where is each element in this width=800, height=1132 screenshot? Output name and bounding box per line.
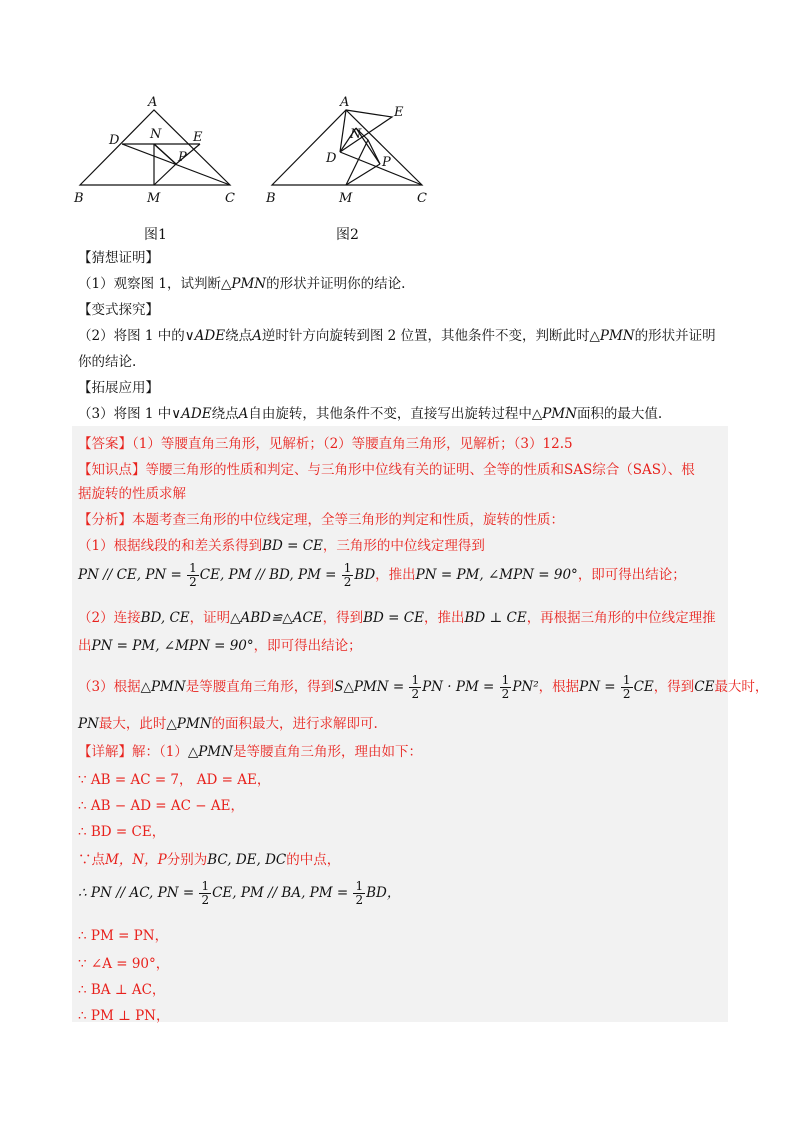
- a3-ce2: CE: [694, 679, 715, 695]
- question-2-line2: 你的结论.: [78, 354, 137, 370]
- q2-part-d: 的形状并证明: [634, 328, 716, 344]
- q3-triangle-2: △PMN: [531, 406, 577, 422]
- fig1-label-b: B: [74, 191, 84, 206]
- q3-point-a: A: [238, 406, 249, 422]
- fig1-label-p: P: [178, 150, 187, 165]
- extend-header: 【拓展应用】: [78, 380, 159, 396]
- knowledge-line-1: 【知识点】等腰三角形的性质和判定、与三角形中位线有关的证明、全等的性质和SAS综合（SAS）、根: [78, 462, 695, 478]
- analysis-2: [78, 606, 728, 626]
- question-1: [78, 272, 738, 296]
- analysis-3-line2: [78, 712, 728, 732]
- fraction-half: [409, 674, 421, 701]
- guess-header: 【猜想证明】: [78, 250, 159, 266]
- s5-end: BD，: [366, 885, 401, 901]
- s4-points: M，N，P: [105, 852, 167, 868]
- fig2-label-d: D: [326, 151, 337, 166]
- analysis-1: [78, 534, 728, 554]
- a3-area: S△PMN =: [334, 679, 409, 695]
- a3-part-c: ，根据: [538, 679, 580, 695]
- detail-tri: △PMN: [187, 744, 233, 760]
- a3-mid: PN · PM =: [422, 679, 499, 695]
- question-3: [78, 402, 738, 426]
- frac-den: 2: [343, 575, 352, 589]
- analysis-line: 【分析】本题考查三角形的中位线定理，全等三角形的判定和性质，旋转的性质：: [78, 512, 564, 528]
- a2-line2-pre: 出: [78, 638, 92, 654]
- a3-part-a: （3）根据: [78, 679, 141, 695]
- s4-part-c: 的中点，: [286, 852, 341, 868]
- step-1: ∵ AB = AC = 7， AD = AE，: [78, 772, 271, 788]
- a2-part-d: ，推出: [423, 610, 465, 626]
- a1-infer: ，推出: [375, 567, 416, 583]
- frac-num: 1: [189, 561, 197, 575]
- a1-eq2: PN = PM, ∠MPN = 90°: [415, 567, 578, 583]
- q3-part-b: 绕点: [211, 406, 239, 422]
- frac-num: 1: [411, 673, 420, 687]
- fraction-half: [353, 880, 365, 907]
- fraction-half: [342, 562, 354, 589]
- frac-num: 1: [501, 673, 510, 687]
- step-9: ∴ PM ⊥ PN，: [78, 1008, 170, 1024]
- detail-header: [78, 740, 728, 760]
- fraction-half: [500, 674, 512, 701]
- step-5: [78, 880, 728, 907]
- q2-part-b: 绕点: [225, 328, 253, 344]
- frac-num: 1: [355, 879, 364, 893]
- a2-part-a: （2）连接: [78, 610, 141, 626]
- frac-den: 2: [189, 575, 197, 589]
- fig1-label-e: E: [193, 130, 203, 145]
- step-2: ∴ AB − AD = AC − AE，: [78, 798, 244, 814]
- a3-tri: △PMN: [140, 679, 186, 695]
- a2-perp: BD ⊥ CE: [464, 610, 527, 626]
- step-7: ∵ ∠A = 90°，: [78, 956, 170, 972]
- s5-mid: CE, PM // BA, PM =: [212, 885, 353, 901]
- frac-den: 2: [622, 687, 631, 701]
- fig1-label-c: C: [225, 191, 235, 206]
- fig2-label-b: B: [266, 191, 276, 206]
- q1-tail: 的形状并证明你的结论.: [266, 276, 406, 292]
- a2-part-b: ，证明: [189, 610, 231, 626]
- a3-line2-tri: △PMN: [166, 716, 212, 732]
- fig1-label-d: D: [109, 133, 120, 148]
- a2-seg: BD, CE: [140, 610, 190, 626]
- figure-2-caption: 图2: [336, 227, 359, 243]
- a3-part-d: ，得到: [653, 679, 695, 695]
- analysis-1-formula: [78, 562, 728, 589]
- frac-den: 2: [501, 687, 510, 701]
- a1-part-b: ，三角形的中位线定理得到: [322, 538, 485, 554]
- a2-line2-tail: ，即可得出结论；: [253, 638, 362, 654]
- detail-header-text: 【详解】解：（1）: [78, 744, 188, 760]
- analysis-2-line2: [78, 634, 728, 654]
- a3-pn: PN =: [579, 679, 620, 695]
- fig1-label-m: M: [147, 191, 161, 206]
- detail-tail: 是等腰直角三角形，理由如下：: [232, 744, 422, 760]
- analysis-3: [78, 673, 769, 701]
- fraction-half: [621, 674, 633, 701]
- a2-eq: BD = CE: [363, 610, 424, 626]
- frac-num: 1: [622, 673, 631, 687]
- a2-part-e: ，再根据三角形的中位线定理推: [526, 610, 716, 626]
- fig2-label-e: E: [394, 105, 404, 120]
- fig1-label-a: A: [148, 95, 158, 110]
- frac-num: 1: [343, 561, 352, 575]
- figure-1-caption: 图1: [144, 227, 167, 243]
- step-6: ∴ PM = PN，: [78, 928, 169, 944]
- q3-part-a: （3）将图 1 中: [78, 406, 172, 422]
- a3-part-e: 最大时，: [714, 679, 769, 695]
- q3-part-d: 面积的最大值.: [576, 406, 663, 422]
- a1-formula-pre: PN // CE, PN =: [78, 567, 187, 583]
- fig2-label-c: C: [417, 191, 427, 206]
- a3-line2-b: 的面积最大，进行求解即可.: [211, 716, 378, 732]
- s5-pre: ∴ PN // AC, PN =: [78, 885, 199, 901]
- frac-num: 1: [201, 879, 210, 893]
- question-2: [78, 324, 738, 348]
- a1-tail: ，即可得出结论；: [577, 567, 686, 583]
- q3-part-c: 自由旋转，其他条件不变，直接写出旋转过程中: [248, 406, 532, 422]
- q2-triangle-2: △PMN: [589, 328, 635, 344]
- fig2-label-a: A: [340, 95, 350, 110]
- fig2-label-p: P: [382, 155, 391, 170]
- q1-text: （1）观察图 1，试判断: [78, 276, 221, 292]
- figures: [72, 92, 452, 242]
- fig2-label-m: M: [339, 191, 353, 206]
- a3-part-b: 是等腰直角三角形，得到: [185, 679, 335, 695]
- a1-formula-mid: CE, PM // BD, PM =: [199, 567, 341, 583]
- q2-point-a: A: [252, 328, 262, 344]
- q2-part-c: 逆时针方向旋转到图 2 位置，其他条件不变，判断此时: [261, 328, 590, 344]
- figure-2: [264, 92, 444, 212]
- frac-den: 2: [355, 893, 364, 907]
- fig1-label-n: N: [150, 127, 162, 142]
- a3-sq: PN²: [512, 679, 539, 695]
- a3-line2-pn: PN: [78, 716, 99, 732]
- answer-line: 【答案】（1）等腰直角三角形，见解析；（2）等腰直角三角形，见解析；（3）12.5: [78, 436, 573, 452]
- step-8: ∴ BA ⊥ AC，: [78, 982, 166, 998]
- knowledge-line-2: 据旋转的性质求解: [78, 486, 186, 502]
- frac-den: 2: [201, 893, 210, 907]
- q2-triangle: ∨ADE: [184, 328, 226, 344]
- a1-formula-end: BD: [354, 567, 376, 583]
- fig2-label-n: N: [350, 127, 362, 142]
- a1-part-a: （1）根据线段的和差关系得到: [78, 538, 263, 554]
- fraction-half: [187, 562, 199, 589]
- variant-header: 【变式探究】: [78, 302, 159, 318]
- a2-part-c: ，得到: [322, 610, 364, 626]
- frac-den: 2: [411, 687, 420, 701]
- step-4: [78, 848, 728, 868]
- s4-part-b: 分别为: [166, 852, 208, 868]
- figure-1: [72, 92, 252, 212]
- q1-triangle: △PMN: [220, 276, 267, 292]
- q2-part-a: （2）将图 1 中的: [78, 328, 185, 344]
- a3-ce: CE: [633, 679, 654, 695]
- fraction-half: [199, 880, 211, 907]
- a2-cong: △ABD≌△ACE: [230, 610, 323, 626]
- q3-triangle: ∨ADE: [171, 406, 212, 422]
- a3-line2-a: 最大，此时: [98, 716, 167, 732]
- a1-eq: BD = CE: [262, 538, 323, 554]
- a2-line2-eq: PN = PM, ∠MPN = 90°: [91, 638, 254, 654]
- step-3: ∴ BD = CE，: [78, 824, 166, 840]
- s4-segs: BC, DE, DC: [207, 852, 287, 868]
- s4-part-a: ∵点: [78, 852, 105, 868]
